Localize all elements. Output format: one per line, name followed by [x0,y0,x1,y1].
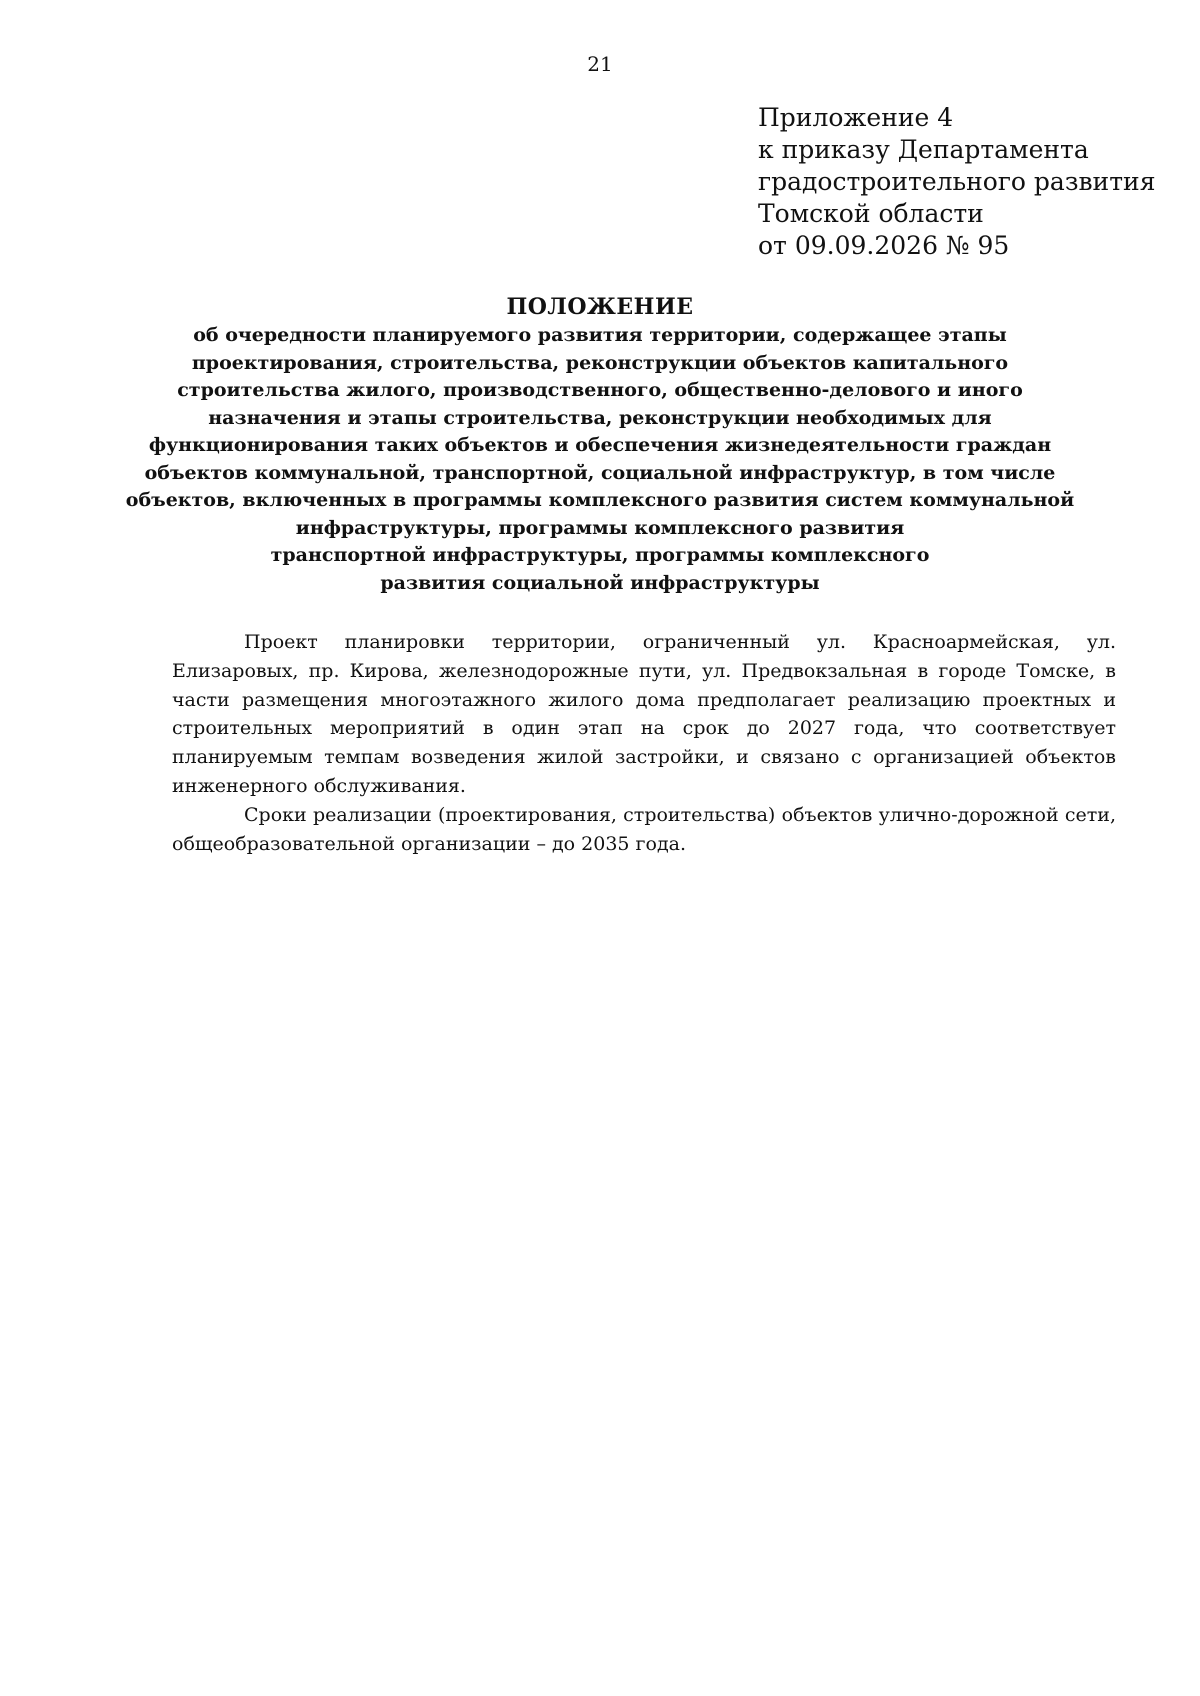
appendix-line: Томской области [758,199,984,228]
subtitle-line: объектов, включенных в программы комплексного развития систем коммунальной [125,489,1075,511]
subtitle-line: назначения и этапы строительства, реконструкции необходимых для [208,406,992,429]
appendix-line: к приказу Департамента [758,135,1089,164]
appendix-line: Приложение 4 [758,103,954,132]
subtitle-line: объектов коммунальной, транспортной, социальной инфраструктур, в том числе [144,461,1056,484]
document-subtitle [0,322,1200,597]
subtitle-line: проектирования, строительства, реконструкции объектов капитального [191,351,1009,374]
subtitle-line: строительства жилого, производственного, общественно-делового и иного [177,379,1023,401]
subtitle-line: инфраструктуры, программы комплексного развития [295,516,905,539]
subtitle-line: об очередности планируемого развития территории, содержащее этапы [193,324,1007,346]
appendix-line: градостроительного развития [758,167,1156,196]
document-body [172,628,1116,858]
subtitle-line: функционирования таких объектов и обеспечения жизнедеятельности граждан [148,434,1052,456]
subtitle-line: транспортной инфраструктуры, программы комплексного [270,544,930,566]
body-paragraph: Сроки реализации (проектирования, строительства) объектов улично-дорожной сети, общеобразовательной организации – до 2035 года. [172,803,1116,855]
appendix-block [758,102,1155,262]
body-paragraph: Проект планировки территории, ограниченный ул. Красноармейская, ул. Елизаровых, пр. Кирова, железнодорожные пути, ул. Предвокзальная в городе Томске, в части размещения многоэтажного жилого дома предполагает реализацию проектных и строительных мероприятий в один этап на срок до 2027 года, что соответствует планируемым темпам возведения жилой застройки, и связано с организацией объектов инженерного обслуживания. [172,631,1116,797]
subtitle-line: развития социальной инфраструктуры [380,571,820,594]
document-title: ПОЛОЖЕНИЕ [506,294,694,320]
page-number: 21 [587,52,613,76]
appendix-line: от 09.09.2026 № 95 [758,231,1010,260]
